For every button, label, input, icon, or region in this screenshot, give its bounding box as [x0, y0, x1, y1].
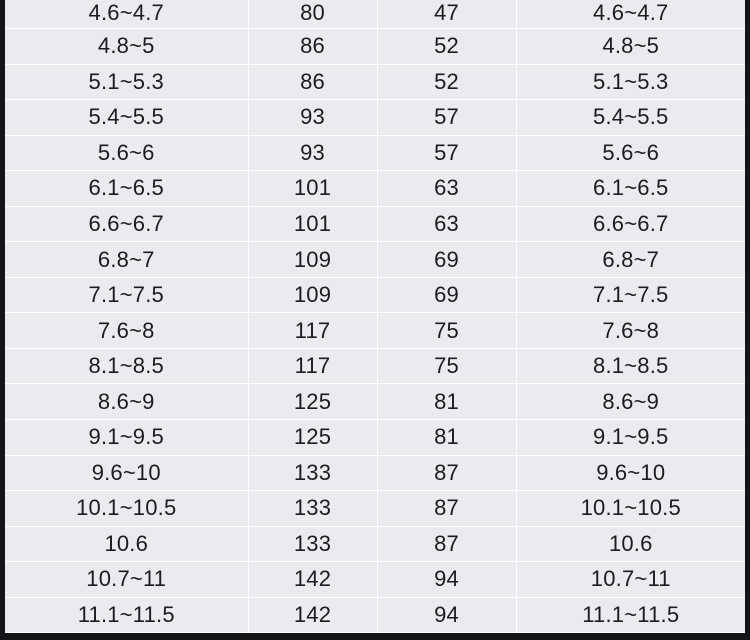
- size-range-repeat-cell: 9.1~9.5: [516, 420, 745, 456]
- size-range-cell: 6.8~7: [5, 242, 248, 278]
- table-row: [5, 135, 745, 171]
- size-table: [5, 0, 745, 633]
- value-b-cell: 81: [377, 384, 516, 420]
- size-range-repeat-cell: 5.6~6: [516, 135, 745, 171]
- value-a-cell: 109: [248, 242, 377, 278]
- size-range-repeat-cell: 7.6~8: [516, 313, 745, 349]
- size-range-cell: 7.1~7.5: [5, 277, 248, 313]
- value-b-cell: 81: [377, 420, 516, 456]
- size-range-cell: 6.1~6.5: [5, 171, 248, 207]
- size-range-cell: 8.1~8.5: [5, 348, 248, 384]
- size-range-cell: 10.6: [5, 526, 248, 562]
- size-range-cell: 8.6~9: [5, 384, 248, 420]
- table-row: [5, 384, 745, 420]
- table-row: [5, 313, 745, 349]
- value-b-cell: 87: [377, 526, 516, 562]
- table-row: [5, 29, 745, 65]
- size-range-cell: 9.6~10: [5, 455, 248, 491]
- size-range-cell: 10.1~10.5: [5, 491, 248, 527]
- value-a-cell: 86: [248, 29, 377, 65]
- size-range-repeat-cell: 10.1~10.5: [516, 491, 745, 527]
- value-a-cell: 101: [248, 206, 377, 242]
- value-a-cell: 117: [248, 313, 377, 349]
- size-range-repeat-cell: 8.1~8.5: [516, 348, 745, 384]
- size-range-repeat-cell: 10.7~11: [516, 562, 745, 598]
- value-b-cell: 75: [377, 348, 516, 384]
- table-row: [5, 420, 745, 456]
- value-a-cell: 101: [248, 171, 377, 207]
- table-row: [5, 206, 745, 242]
- value-a-cell: 133: [248, 526, 377, 562]
- value-a-cell: 133: [248, 455, 377, 491]
- value-a-cell: 93: [248, 135, 377, 171]
- size-range-repeat-cell: 4.8~5: [516, 29, 745, 65]
- value-b-cell: 75: [377, 313, 516, 349]
- value-a-cell: 109: [248, 277, 377, 313]
- size-range-repeat-cell: 6.8~7: [516, 242, 745, 278]
- value-b-cell: 47: [377, 0, 516, 29]
- value-a-cell: 125: [248, 420, 377, 456]
- size-range-repeat-cell: 8.6~9: [516, 384, 745, 420]
- size-range-cell: 5.4~5.5: [5, 100, 248, 136]
- value-b-cell: 63: [377, 206, 516, 242]
- value-b-cell: 87: [377, 491, 516, 527]
- size-range-repeat-cell: 6.6~6.7: [516, 206, 745, 242]
- table-row: [5, 277, 745, 313]
- size-range-repeat-cell: 10.6: [516, 526, 745, 562]
- size-range-cell: 7.6~8: [5, 313, 248, 349]
- value-b-cell: 69: [377, 242, 516, 278]
- size-table-body: [5, 0, 745, 633]
- value-b-cell: 94: [377, 597, 516, 633]
- size-range-repeat-cell: 5.4~5.5: [516, 100, 745, 136]
- size-range-repeat-cell: 11.1~11.5: [516, 597, 745, 633]
- value-b-cell: 57: [377, 100, 516, 136]
- size-range-cell: 9.1~9.5: [5, 420, 248, 456]
- table-row: [5, 348, 745, 384]
- size-range-cell: 10.7~11: [5, 562, 248, 598]
- value-a-cell: 86: [248, 64, 377, 100]
- value-a-cell: 142: [248, 597, 377, 633]
- value-b-cell: 52: [377, 29, 516, 65]
- value-a-cell: 125: [248, 384, 377, 420]
- size-range-cell: 4.6~4.7: [5, 0, 248, 29]
- size-range-repeat-cell: 7.1~7.5: [516, 277, 745, 313]
- table-row: [5, 562, 745, 598]
- size-range-cell: 5.6~6: [5, 135, 248, 171]
- value-a-cell: 133: [248, 491, 377, 527]
- value-a-cell: 80: [248, 0, 377, 29]
- size-range-repeat-cell: 6.1~6.5: [516, 171, 745, 207]
- value-a-cell: 117: [248, 348, 377, 384]
- size-range-repeat-cell: 4.6~4.7: [516, 0, 745, 29]
- value-b-cell: 94: [377, 562, 516, 598]
- size-range-cell: 11.1~11.5: [5, 597, 248, 633]
- table-row: [5, 64, 745, 100]
- table-row: [5, 100, 745, 136]
- table-row: [5, 171, 745, 207]
- value-b-cell: 52: [377, 64, 516, 100]
- value-b-cell: 69: [377, 277, 516, 313]
- value-a-cell: 142: [248, 562, 377, 598]
- value-b-cell: 87: [377, 455, 516, 491]
- size-range-cell: 5.1~5.3: [5, 64, 248, 100]
- table-row: [5, 242, 745, 278]
- value-b-cell: 57: [377, 135, 516, 171]
- size-range-cell: 6.6~6.7: [5, 206, 248, 242]
- size-range-cell: 4.8~5: [5, 29, 248, 65]
- table-row: [5, 526, 745, 562]
- value-a-cell: 93: [248, 100, 377, 136]
- size-range-repeat-cell: 9.6~10: [516, 455, 745, 491]
- value-b-cell: 63: [377, 171, 516, 207]
- size-range-repeat-cell: 5.1~5.3: [516, 64, 745, 100]
- table-row: [5, 0, 745, 29]
- table-row: [5, 491, 745, 527]
- table-row: [5, 597, 745, 633]
- table-row: [5, 455, 745, 491]
